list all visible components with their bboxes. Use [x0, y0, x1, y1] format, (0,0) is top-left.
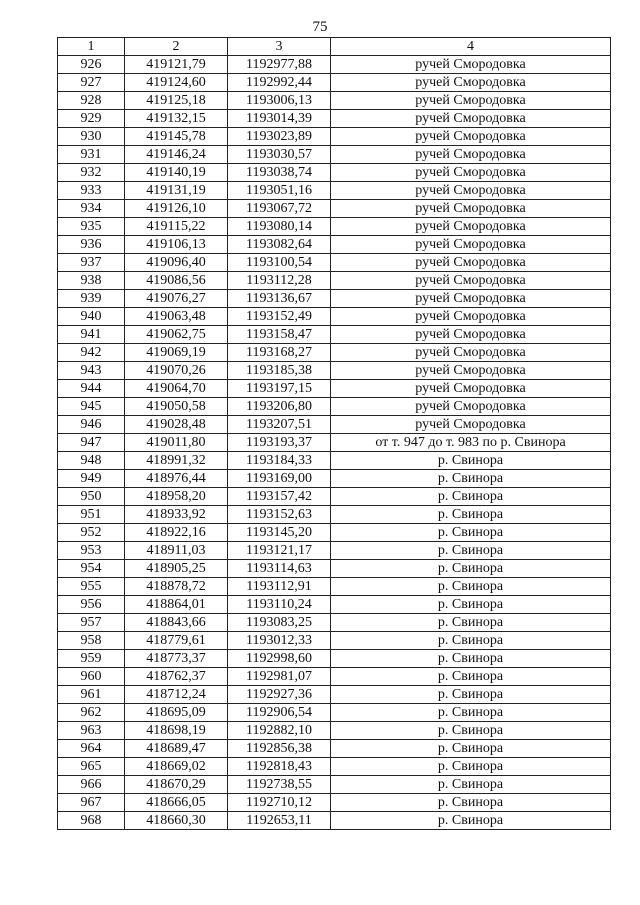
cell-y-coordinate: 1193006,13 — [228, 92, 331, 110]
cell-x-coordinate: 418762,37 — [125, 668, 228, 686]
cell-description: от т. 947 до т. 983 по р. Свинора — [331, 434, 611, 452]
cell-x-coordinate: 418958,20 — [125, 488, 228, 506]
cell-point-number: 957 — [58, 614, 125, 632]
cell-y-coordinate: 1193152,63 — [228, 506, 331, 524]
table-row — [58, 110, 611, 128]
cell-description: ручей Смородовка — [331, 308, 611, 326]
cell-y-coordinate: 1193206,80 — [228, 398, 331, 416]
table-row — [58, 92, 611, 110]
cell-description: ручей Смородовка — [331, 56, 611, 74]
table-row — [58, 596, 611, 614]
cell-description: ручей Смородовка — [331, 218, 611, 236]
cell-y-coordinate: 1193083,25 — [228, 614, 331, 632]
cell-x-coordinate: 419063,48 — [125, 308, 228, 326]
cell-x-coordinate: 419146,24 — [125, 146, 228, 164]
table-row — [58, 344, 611, 362]
cell-y-coordinate: 1193112,91 — [228, 578, 331, 596]
table-row — [58, 488, 611, 506]
cell-y-coordinate: 1192927,36 — [228, 686, 331, 704]
cell-point-number: 961 — [58, 686, 125, 704]
cell-description: р. Свинора — [331, 506, 611, 524]
cell-point-number: 955 — [58, 578, 125, 596]
table-row — [58, 272, 611, 290]
cell-y-coordinate: 1193136,67 — [228, 290, 331, 308]
cell-description: р. Свинора — [331, 668, 611, 686]
cell-x-coordinate: 419140,19 — [125, 164, 228, 182]
cell-x-coordinate: 418922,16 — [125, 524, 228, 542]
cell-description: р. Свинора — [331, 812, 611, 830]
cell-x-coordinate: 418843,66 — [125, 614, 228, 632]
table-row — [58, 668, 611, 686]
cell-y-coordinate: 1193023,89 — [228, 128, 331, 146]
cell-description: р. Свинора — [331, 524, 611, 542]
cell-x-coordinate: 419086,56 — [125, 272, 228, 290]
cell-description: р. Свинора — [331, 776, 611, 794]
table-row — [58, 146, 611, 164]
table-row — [58, 776, 611, 794]
table-row — [58, 290, 611, 308]
cell-x-coordinate: 418695,09 — [125, 704, 228, 722]
cell-x-coordinate: 419070,26 — [125, 362, 228, 380]
cell-x-coordinate: 419076,27 — [125, 290, 228, 308]
cell-y-coordinate: 1192981,07 — [228, 668, 331, 686]
table-header — [58, 38, 611, 56]
cell-description: р. Свинора — [331, 686, 611, 704]
cell-description: р. Свинора — [331, 794, 611, 812]
cell-x-coordinate: 418669,02 — [125, 758, 228, 776]
cell-x-coordinate: 419011,80 — [125, 434, 228, 452]
table-row — [58, 794, 611, 812]
cell-description: р. Свинора — [331, 650, 611, 668]
cell-y-coordinate: 1193082,64 — [228, 236, 331, 254]
cell-y-coordinate: 1192882,10 — [228, 722, 331, 740]
table-row — [58, 182, 611, 200]
header-row — [58, 38, 611, 56]
cell-description: р. Свинора — [331, 470, 611, 488]
cell-y-coordinate: 1192653,11 — [228, 812, 331, 830]
table-row — [58, 812, 611, 830]
table-row — [58, 470, 611, 488]
cell-y-coordinate: 1192856,38 — [228, 740, 331, 758]
cell-y-coordinate: 1192738,55 — [228, 776, 331, 794]
cell-description: ручей Смородовка — [331, 254, 611, 272]
table-row — [58, 74, 611, 92]
cell-x-coordinate: 419062,75 — [125, 326, 228, 344]
cell-x-coordinate: 419115,22 — [125, 218, 228, 236]
cell-point-number: 928 — [58, 92, 125, 110]
table-row — [58, 506, 611, 524]
cell-x-coordinate: 419028,48 — [125, 416, 228, 434]
cell-description: ручей Смородовка — [331, 398, 611, 416]
cell-x-coordinate: 419064,70 — [125, 380, 228, 398]
cell-x-coordinate: 418670,29 — [125, 776, 228, 794]
cell-point-number: 947 — [58, 434, 125, 452]
cell-x-coordinate: 419145,78 — [125, 128, 228, 146]
cell-x-coordinate: 418878,72 — [125, 578, 228, 596]
cell-description: ручей Смородовка — [331, 92, 611, 110]
cell-point-number: 946 — [58, 416, 125, 434]
header-cell-y: 3 — [228, 38, 331, 56]
table-row — [58, 740, 611, 758]
cell-y-coordinate: 1192977,88 — [228, 56, 331, 74]
cell-x-coordinate: 419106,13 — [125, 236, 228, 254]
cell-x-coordinate: 418905,25 — [125, 560, 228, 578]
cell-x-coordinate: 418976,44 — [125, 470, 228, 488]
table-row — [58, 632, 611, 650]
table-row — [58, 398, 611, 416]
page-number: 75 — [312, 19, 328, 35]
table-row — [58, 434, 611, 452]
cell-y-coordinate: 1193100,54 — [228, 254, 331, 272]
cell-y-coordinate: 1192818,43 — [228, 758, 331, 776]
cell-point-number: 958 — [58, 632, 125, 650]
table-row — [58, 56, 611, 74]
cell-y-coordinate: 1193030,57 — [228, 146, 331, 164]
cell-x-coordinate: 418712,24 — [125, 686, 228, 704]
header-cell-point-number: 1 — [58, 38, 125, 56]
cell-y-coordinate: 1193169,00 — [228, 470, 331, 488]
cell-y-coordinate: 1192992,44 — [228, 74, 331, 92]
table-row — [58, 686, 611, 704]
cell-point-number: 931 — [58, 146, 125, 164]
cell-description: ручей Смородовка — [331, 416, 611, 434]
cell-y-coordinate: 1193185,38 — [228, 362, 331, 380]
cell-y-coordinate: 1193158,47 — [228, 326, 331, 344]
cell-description: р. Свинора — [331, 542, 611, 560]
cell-point-number: 964 — [58, 740, 125, 758]
table-row — [58, 560, 611, 578]
cell-x-coordinate: 419124,60 — [125, 74, 228, 92]
cell-point-number: 966 — [58, 776, 125, 794]
cell-point-number: 935 — [58, 218, 125, 236]
cell-point-number: 929 — [58, 110, 125, 128]
cell-point-number: 936 — [58, 236, 125, 254]
cell-x-coordinate: 418933,92 — [125, 506, 228, 524]
cell-x-coordinate: 419131,19 — [125, 182, 228, 200]
cell-point-number: 941 — [58, 326, 125, 344]
cell-point-number: 943 — [58, 362, 125, 380]
cell-point-number: 948 — [58, 452, 125, 470]
table-row — [58, 578, 611, 596]
cell-description: ручей Смородовка — [331, 344, 611, 362]
table-row — [58, 164, 611, 182]
cell-y-coordinate: 1193067,72 — [228, 200, 331, 218]
cell-x-coordinate: 418864,01 — [125, 596, 228, 614]
cell-description: ручей Смородовка — [331, 380, 611, 398]
cell-x-coordinate: 419069,19 — [125, 344, 228, 362]
cell-description: ручей Смородовка — [331, 362, 611, 380]
cell-description: ручей Смородовка — [331, 164, 611, 182]
cell-description: р. Свинора — [331, 488, 611, 506]
cell-point-number: 953 — [58, 542, 125, 560]
cell-x-coordinate: 419121,79 — [125, 56, 228, 74]
cell-point-number: 933 — [58, 182, 125, 200]
cell-point-number: 950 — [58, 488, 125, 506]
cell-y-coordinate: 1193080,14 — [228, 218, 331, 236]
cell-x-coordinate: 418660,30 — [125, 812, 228, 830]
cell-point-number: 945 — [58, 398, 125, 416]
table-row — [58, 524, 611, 542]
cell-x-coordinate: 419132,15 — [125, 110, 228, 128]
cell-y-coordinate: 1193112,28 — [228, 272, 331, 290]
cell-point-number: 968 — [58, 812, 125, 830]
cell-description: р. Свинора — [331, 740, 611, 758]
table-row — [58, 614, 611, 632]
cell-point-number: 965 — [58, 758, 125, 776]
cell-description: р. Свинора — [331, 704, 611, 722]
cell-point-number: 956 — [58, 596, 125, 614]
cell-x-coordinate: 419050,58 — [125, 398, 228, 416]
cell-y-coordinate: 1193114,63 — [228, 560, 331, 578]
cell-description: ручей Смородовка — [331, 200, 611, 218]
cell-y-coordinate: 1193038,74 — [228, 164, 331, 182]
cell-x-coordinate: 419096,40 — [125, 254, 228, 272]
cell-description: р. Свинора — [331, 452, 611, 470]
cell-description: ручей Смородовка — [331, 128, 611, 146]
header-cell-description: 4 — [331, 38, 611, 56]
table-row — [58, 128, 611, 146]
cell-point-number: 949 — [58, 470, 125, 488]
cell-description: р. Свинора — [331, 560, 611, 578]
cell-y-coordinate: 1192998,60 — [228, 650, 331, 668]
table-body — [58, 56, 611, 830]
table-row — [58, 452, 611, 470]
header-cell-x: 2 — [125, 38, 228, 56]
cell-point-number: 932 — [58, 164, 125, 182]
cell-y-coordinate: 1193012,33 — [228, 632, 331, 650]
cell-y-coordinate: 1193014,39 — [228, 110, 331, 128]
cell-y-coordinate: 1193051,16 — [228, 182, 331, 200]
cell-point-number: 942 — [58, 344, 125, 362]
cell-y-coordinate: 1193197,15 — [228, 380, 331, 398]
cell-x-coordinate: 419126,10 — [125, 200, 228, 218]
cell-y-coordinate: 1193168,27 — [228, 344, 331, 362]
cell-point-number: 930 — [58, 128, 125, 146]
cell-x-coordinate: 418773,37 — [125, 650, 228, 668]
cell-point-number: 960 — [58, 668, 125, 686]
cell-description: ручей Смородовка — [331, 290, 611, 308]
cell-point-number: 962 — [58, 704, 125, 722]
table-row — [58, 200, 611, 218]
cell-y-coordinate: 1193157,42 — [228, 488, 331, 506]
cell-description: ручей Смородовка — [331, 110, 611, 128]
cell-y-coordinate: 1193193,37 — [228, 434, 331, 452]
table-row — [58, 650, 611, 668]
cell-point-number: 951 — [58, 506, 125, 524]
cell-y-coordinate: 1192710,12 — [228, 794, 331, 812]
table-row — [58, 326, 611, 344]
cell-description: ручей Смородовка — [331, 182, 611, 200]
cell-point-number: 927 — [58, 74, 125, 92]
cell-point-number: 939 — [58, 290, 125, 308]
coordinates-table — [57, 37, 611, 830]
table-row — [58, 416, 611, 434]
cell-description: р. Свинора — [331, 596, 611, 614]
cell-description: р. Свинора — [331, 578, 611, 596]
table-row — [58, 254, 611, 272]
cell-description: ручей Смородовка — [331, 74, 611, 92]
table-row — [58, 308, 611, 326]
cell-y-coordinate: 1192906,54 — [228, 704, 331, 722]
cell-description: р. Свинора — [331, 632, 611, 650]
table-row — [58, 236, 611, 254]
cell-y-coordinate: 1193110,24 — [228, 596, 331, 614]
cell-x-coordinate: 418991,32 — [125, 452, 228, 470]
cell-point-number: 926 — [58, 56, 125, 74]
cell-y-coordinate: 1193145,20 — [228, 524, 331, 542]
cell-y-coordinate: 1193207,51 — [228, 416, 331, 434]
cell-point-number: 937 — [58, 254, 125, 272]
cell-x-coordinate: 418689,47 — [125, 740, 228, 758]
cell-x-coordinate: 418666,05 — [125, 794, 228, 812]
cell-point-number: 952 — [58, 524, 125, 542]
cell-point-number: 938 — [58, 272, 125, 290]
cell-description: ручей Смородовка — [331, 236, 611, 254]
cell-point-number: 934 — [58, 200, 125, 218]
table-row — [58, 218, 611, 236]
cell-point-number: 940 — [58, 308, 125, 326]
cell-y-coordinate: 1193121,17 — [228, 542, 331, 560]
cell-point-number: 967 — [58, 794, 125, 812]
cell-description: р. Свинора — [331, 758, 611, 776]
cell-description: ручей Смородовка — [331, 146, 611, 164]
cell-description: р. Свинора — [331, 722, 611, 740]
cell-y-coordinate: 1193152,49 — [228, 308, 331, 326]
cell-description: р. Свинора — [331, 614, 611, 632]
cell-x-coordinate: 418911,03 — [125, 542, 228, 560]
cell-point-number: 963 — [58, 722, 125, 740]
table-row — [58, 704, 611, 722]
cell-description: ручей Смородовка — [331, 272, 611, 290]
cell-point-number: 954 — [58, 560, 125, 578]
table-row — [58, 542, 611, 560]
cell-x-coordinate: 418779,61 — [125, 632, 228, 650]
cell-x-coordinate: 419125,18 — [125, 92, 228, 110]
cell-point-number: 959 — [58, 650, 125, 668]
cell-x-coordinate: 418698,19 — [125, 722, 228, 740]
table-row — [58, 758, 611, 776]
table-row — [58, 362, 611, 380]
table-row — [58, 722, 611, 740]
cell-description: ручей Смородовка — [331, 326, 611, 344]
table-row — [58, 380, 611, 398]
cell-y-coordinate: 1193184,33 — [228, 452, 331, 470]
cell-point-number: 944 — [58, 380, 125, 398]
